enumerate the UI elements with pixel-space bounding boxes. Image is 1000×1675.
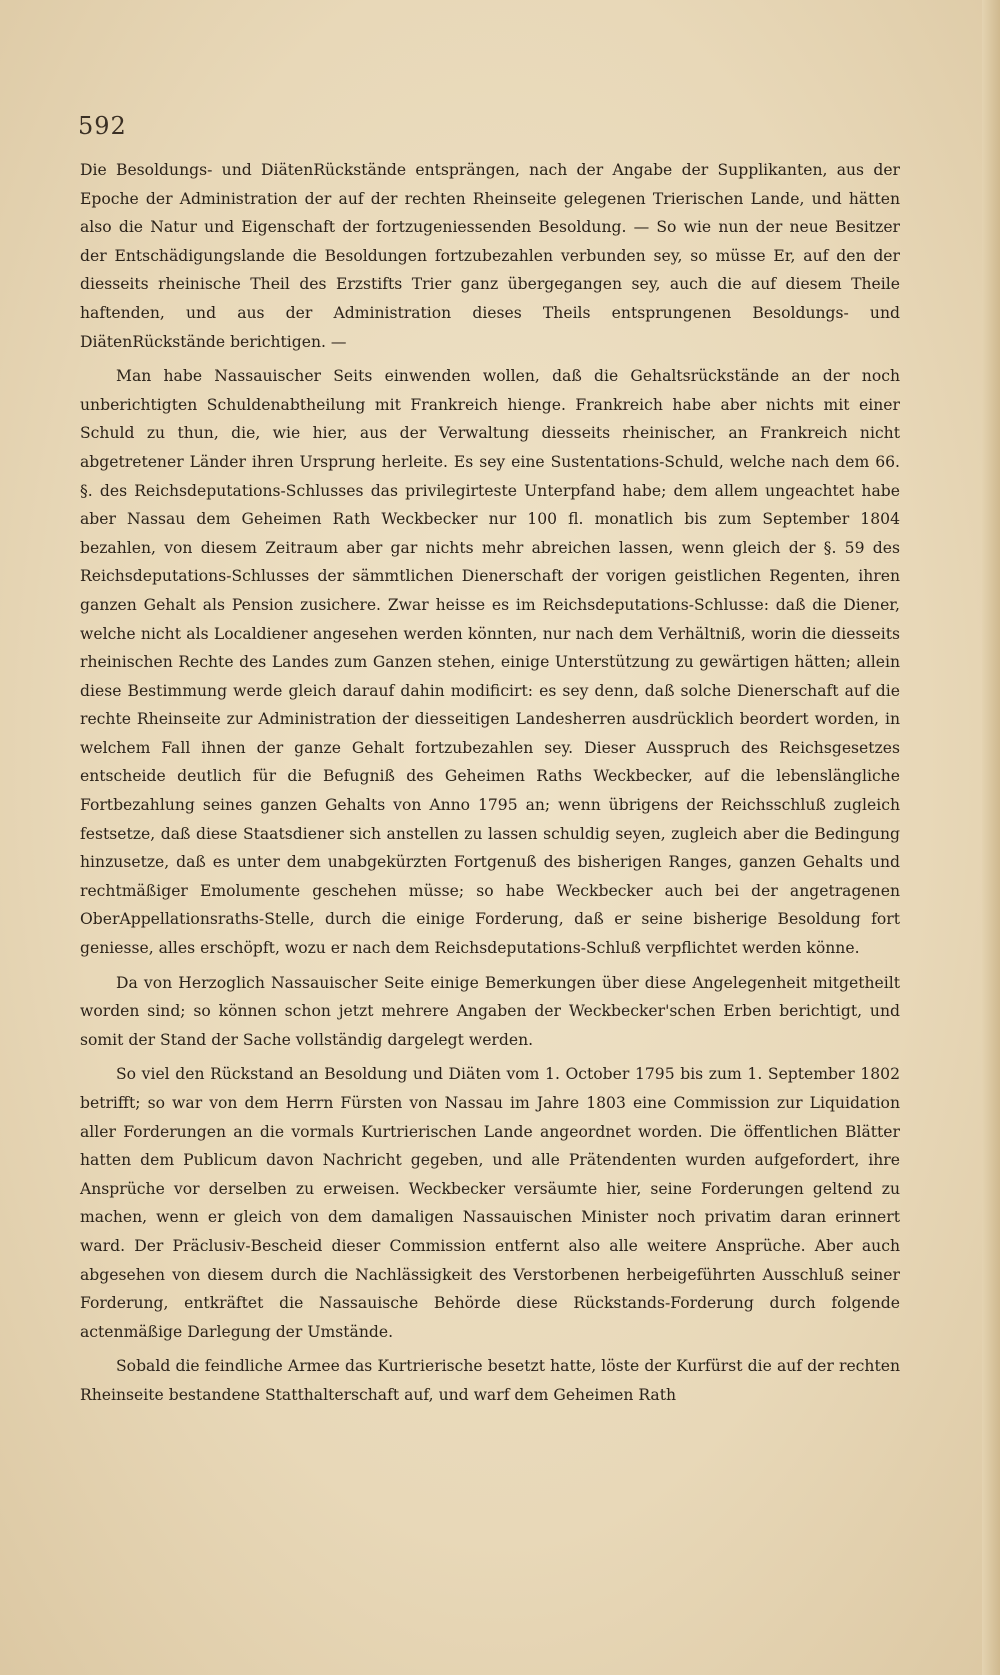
text-body xyxy=(80,156,900,1416)
paragraph-1: Die Besoldungs- und DiätenRückstände entsprängen, nach der Angabe der Supplikanten, aus der Epoche der Administration der auf der rechten Rheinseite gelegenen Trierischen Lande, und hätten also die Natur und Eigenschaft der fortzugeniessenden Besoldung. — So wie nun der neue Besitzer der Entschädigungslande die Besoldungen fortzubezahlen verbunden sey, so müsse Er, auf den der diesseits rheinische Theil des Erzstifts Trier ganz übergegangen sey, auch die auf diesem Theile haftenden, und aus der Administration dieses Theils entsprungenen Besoldungs- und DiätenRückstände berichtigen. — xyxy=(80,161,900,351)
page-number: 592 xyxy=(78,112,127,140)
paragraph-3: Da von Herzoglich Nassauischer Seite einige Bemerkungen über diese Angelegenheit mitgetheilt worden sind; so können schon jetzt mehrere Angaben der Weckbecker'schen Erben berichtigt, und somit der Stand der Sache vollständig dargelegt werden. xyxy=(80,973,900,1049)
paragraph-2: Man habe Nassauischer Seits einwenden wollen, daß die Gehaltsrückstände an der noch unberichtigten Schuldenabtheilung mit Frankreich hienge. Frankreich habe aber nichts mit einer Schuld zu thun, die, wie hier, aus der Verwaltung diesseits rheinischer, an Frankreich nicht abgetretener Länder ihren Ursprung herleite. Es sey eine Sustentations-Schuld, welche nach dem 66. §. des Reichsdeputations-Schlusses das privilegirteste Unterpfand habe; dem allem ungeachtet habe aber Nassau dem Geheimen Rath Weckbecker nur 100 fl. monatlich bis zum September 1804 bezahlen, von diesem Zeitraum aber gar nichts mehr abreichen lassen, wenn gleich der §. 59 des Reichsdeputations-Schlusses der sämmtlichen Dienerschaft der vorigen geistlichen Regenten, ihren ganzen Gehalt als Pension zusichere. Zwar heisse es im Reichsdeputations-Schlusse: daß die Diener, welche nicht als Localdiener angesehen werden könnten, nur nach dem Verhältniß, worin die diesseits rheinischen Rechte des Landes zum Ganzen stehen, einige Unterstützung zu gewärtigen hätten; allein diese Bestimmung werde gleich darauf dahin modificirt: es sey denn, daß solche Dienerschaft auf die rechte Rheinseite zur Administration der diesseitigen Landesherren ausdrücklich beordert worden, in welchem Fall ihnen der ganze Gehalt fortzubezahlen sey. Dieser Ausspruch des Reichsgesetzes entscheide deutlich für die Befugniß des Geheimen Raths Weckbecker, auf die lebenslängliche Fortbezahlung seines ganzen Gehalts von Anno 1795 an; wenn übrigens der Reichsschluß zugleich festsetze, daß diese Staatsdiener sich anstellen zu lassen schuldig seyen, zugleich aber die Bedingung hinzusetze, daß es unter dem unabgekürzten Fortgenuß des bisherigen Ranges, ganzen Gehalts und rechtmäßiger Emolumente geschehen müsse; so habe Weckbecker auch bei der angetragenen OberAppellationsraths-Stelle, durch die einige Forderung, daß er seine bisherige Besoldung fort geniesse, alles erschöpft, wozu er nach dem Reichsdeputations-Schluß verpflichtet werden könne. xyxy=(80,367,900,958)
paragraph-4: So viel den Rückstand an Besoldung und Diäten vom 1. October 1795 bis zum 1. September 1802 betrifft; so war von dem Herrn Fürsten von Nassau im Jahre 1803 eine Commission zur Liquidation aller Forderungen an die vormals Kurtrierischen Lande angeordnet worden. Die öffentlichen Blätter hatten dem Publicum davon Nachricht gegeben, und alle Prätendenten wurden aufgefordert, ihre Ansprüche vor derselben zu erweisen. Weckbecker versäumte hier, seine Forderungen geltend zu machen, wenn er gleich von dem damaligen Nassauischen Minister noch privatim daran erinnert ward. Der Präclusiv-Bescheid dieser Commission entfernt also alle weitere Ansprüche. Aber auch abgesehen von diesem durch die Nachlässigkeit des Verstorbenen herbeigeführten Ausschluß seiner Forderung, entkräftet die Nassauische Behörde diese Rückstands-Forderung durch folgende actenmäßige Darlegung der Umstände. xyxy=(80,1065,900,1341)
paragraph-5: Sobald die feindliche Armee das Kurtrierische besetzt hatte, löste der Kurfürst die auf der rechten Rheinseite bestandene Statthalterschaft auf, und warf dem Geheimen Rath xyxy=(80,1357,900,1404)
